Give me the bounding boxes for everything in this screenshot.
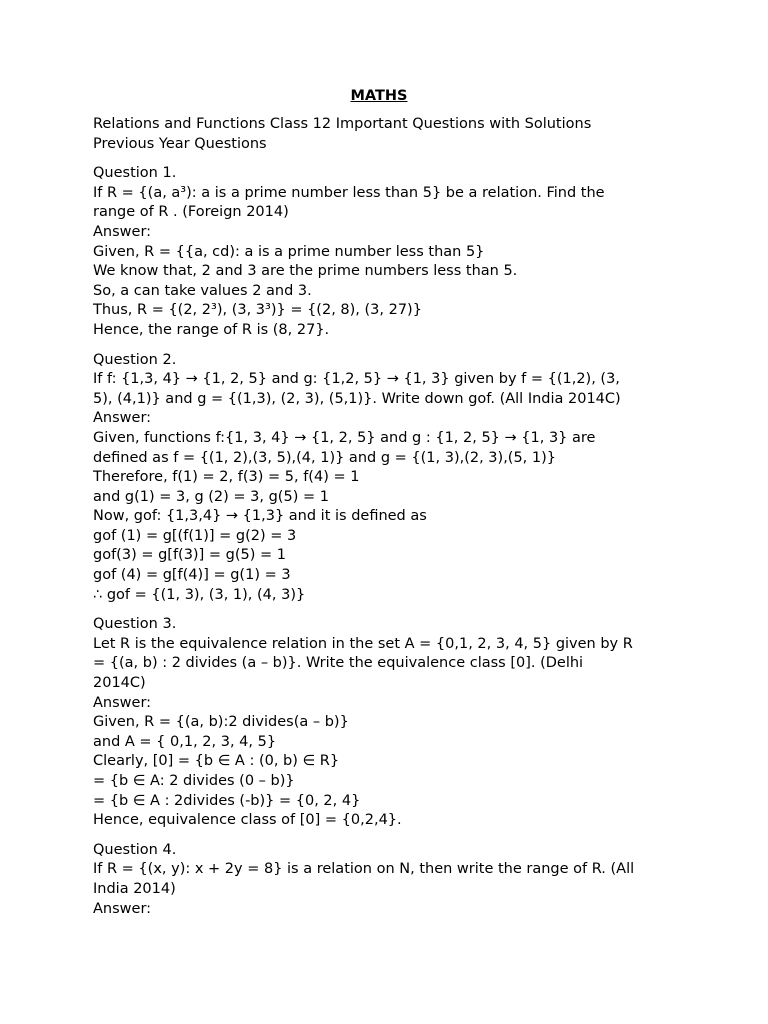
question-text-line: = {b ∈ A: 2 divides (0 – b)} [93,773,295,789]
question-text-line: So, a can take values 2 and 3. [93,282,312,299]
question-text-line: 2014C) [93,675,146,692]
question-text-line: Clearly, [0] = {b ∈ A : (0, b) ∈ R} [93,753,340,770]
question-text-line: Given, R = {(a, b):2 divides(a – b)} [93,714,349,731]
question-text-line: If R = {(x, y): x + 2y = 8} is a relation on N, then write the range of R. (All [93,861,635,878]
question-text-line: Given, R = {{a, cd): a is a prime number less than 5} [93,243,485,260]
questions-list [93,164,693,919]
question-block [93,351,693,606]
question-text-line: If f: {1,3, 4} → {1, 2, 5} and g: {1,2, 5} → {1, 3} given by f = {(1,2), (3, [93,371,620,388]
question-text-line: = {(a, b) : 2 divides (a – b)}. Write the equivalence class [0]. (Delhi [93,655,584,672]
question-text-line: We know that, 2 and 3 are the prime numbers less than 5. [93,263,518,280]
document-page [93,86,693,929]
question-text-line: Let R is the equivalence relation in the set A = {0,1, 2, 3, 4, 5} given by R [93,635,633,652]
question-text-line: Hence, the range of R is (8, 27}. [93,321,330,338]
question-text-line: and g(1) = 3, g (2) = 3, g(5) = 1 [93,488,329,505]
question-text-line: defined as f = {(1, 2),(3, 5),(4, 1)} and g = {(1, 3),(2, 3),(5, 1)} [93,449,557,466]
question-heading: Question 2. [93,351,177,368]
question-text-line: Therefore, f(1) = 2, f(3) = 5, f(4) = 1 [93,469,360,486]
question-text-line: Answer: [93,900,152,917]
question-text-line: gof (1) = g[(f(1)] = g(2) = 3 [93,527,297,544]
question-text-line: ∴ gof = {(1, 3), (3, 1), (4, 3)} [93,586,306,603]
question-heading: Question 3. [93,616,177,633]
question-text-line: gof (4) = g[f(4)] = g(1) = 3 [93,567,291,584]
question-text-line: and A = { 0,1, 2, 3, 4, 5} [93,733,277,750]
question-heading: Question 4. [93,841,177,858]
question-block [93,841,693,919]
question-text-line: range of R . (Foreign 2014) [93,204,289,221]
question-block [93,615,693,831]
intro-block [93,115,693,154]
intro-line: Relations and Functions Class 12 Important Questions with Solutions [93,116,592,132]
page-title: MATHS [350,88,408,104]
question-text-line: gof(3) = g[f(3)] = g(5) = 1 [93,547,286,564]
question-text-line: Answer: [93,410,152,427]
question-text-line: = {b ∈ A : 2divides (-b)} = {0, 2, 4} [93,792,361,809]
question-text-line: Answer: [93,694,152,711]
question-text-line: Answer: [93,223,152,240]
question-text-line: 5), (4,1)} and g = {(1,3), (2, 3), (5,1)}. Write down gof. (All India 2014C) [93,390,621,407]
question-text-line: Thus, R = {(2, 2³), (3, 3³)} = {(2, 8), (3, 27)} [93,302,422,319]
question-block [93,164,693,340]
question-heading: Question 1. [93,165,177,182]
question-text-line: Now, gof: {1,3,4} → {1,3} and it is defined as [93,508,427,525]
intro-line: Previous Year Questions [93,135,267,152]
question-text-line: Given, functions f:{1, 3, 4} → {1, 2, 5} and g : {1, 2, 5} → {1, 3} are [93,429,596,446]
question-text-line: India 2014) [93,880,176,897]
question-text-line: If R = {(a, a³): a is a prime number less than 5} be a relation. Find the [93,184,605,201]
question-text-line: Hence, equivalence class of [0] = {0,2,4}. [93,812,402,829]
